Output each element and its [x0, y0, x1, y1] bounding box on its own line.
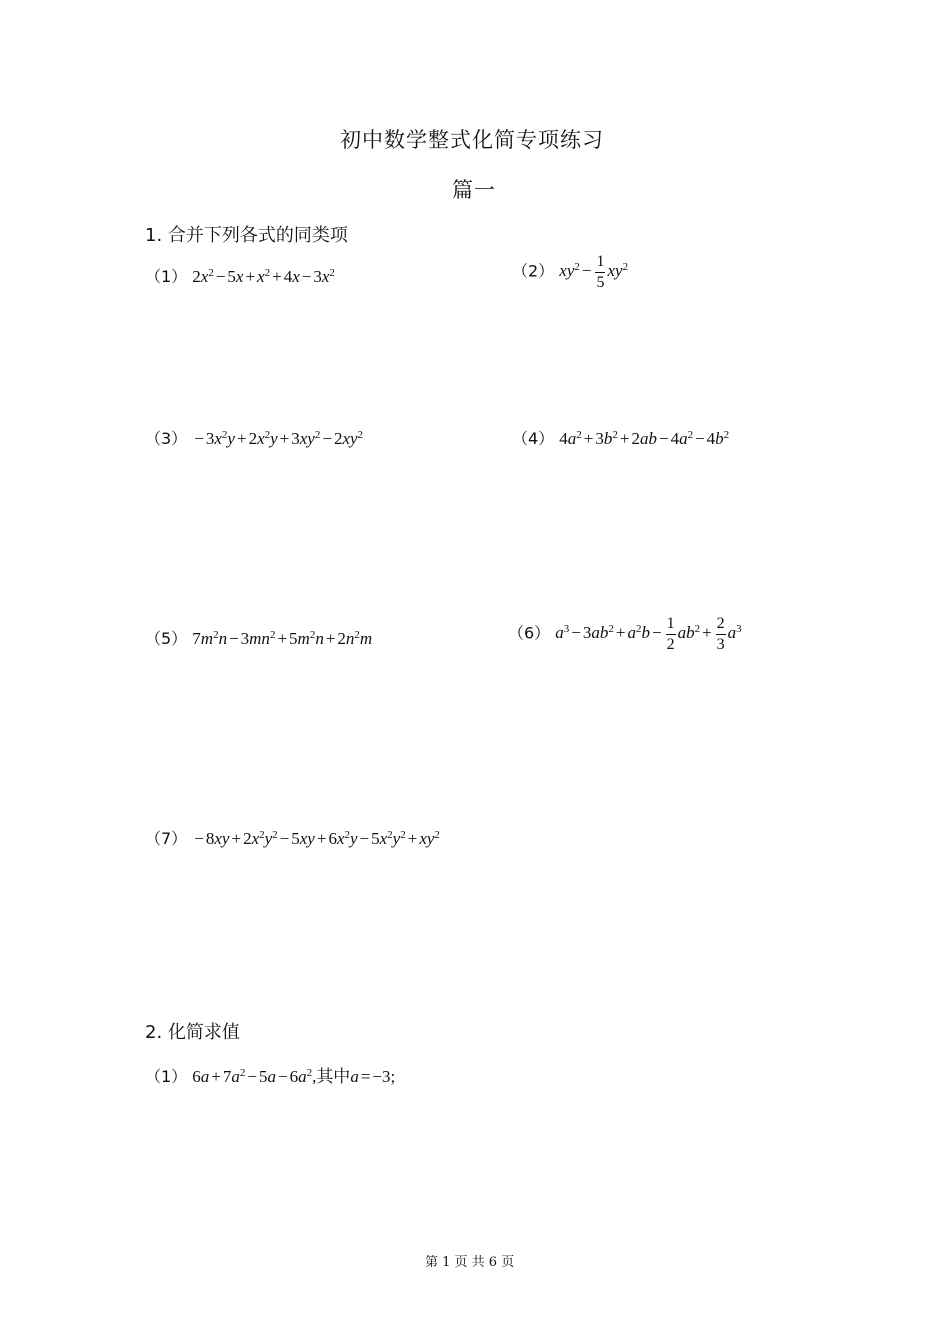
expression: $a^3 - 3ab^2 + a^2b$ − $\frac{1}{2}$ $ab^2$ + $\frac{2}{3}$ $a^3$ — [555, 615, 742, 653]
problem-2-1 — [145, 1062, 395, 1087]
expression: $6a + 7a^2 - 5a - 6a^2$,其中a = −3; — [192, 1067, 396, 1086]
section-1-heading: 1. 合并下列各式的同类项 — [145, 225, 348, 246]
problem-1-5 — [145, 626, 372, 649]
page-subtitle: 篇一 — [452, 178, 496, 202]
problem-label: （6） — [508, 623, 551, 643]
fraction: $\frac{1}{5}$ — [596, 253, 605, 291]
problem-1-1 — [145, 264, 335, 287]
expression: − $8xy + 2x^2y^2 - 5xy + 6x^2y - 5x^2y^2 + xy^2$ — [194, 829, 440, 848]
problem-label: （1） — [145, 1067, 188, 1086]
condition-prefix: 其中 — [316, 1067, 351, 1086]
page-title: 初中数学整式化简专项练习 — [340, 128, 604, 152]
problem-label: （4） — [512, 429, 555, 448]
fraction: $\frac{1}{2}$ — [666, 615, 675, 653]
problem-label: （1） — [145, 267, 188, 286]
problem-1-4 — [512, 426, 729, 449]
problem-1-7 — [145, 826, 440, 849]
section-2-heading: 2. 化简求值 — [145, 1022, 240, 1043]
fraction: $\frac{2}{3}$ — [716, 615, 725, 653]
problem-1-6 — [508, 614, 742, 655]
page-footer: 第 1 页 共 6 页 — [425, 1255, 515, 1270]
problem-label: （5） — [145, 629, 188, 648]
problem-1-3 — [145, 426, 363, 449]
problem-label: （7） — [145, 829, 188, 848]
expression: − $3x^2y + 2x^2y + 3xy^2 - 2xy^2$ — [194, 429, 364, 448]
expression: $7m^2n - 3mn^2 + 5m^2n + 2n^2m$ — [192, 629, 373, 648]
expression: $4a^2 + 3b^2 + 2ab - 4a^2 - 4b^2$ — [559, 429, 730, 448]
problem-label: （2） — [512, 261, 555, 281]
problem-1-2 — [512, 252, 628, 293]
expression: $xy^2$ − $\frac{1}{5}$ $xy^2$ — [559, 253, 629, 291]
expression: $2x^2 - 5x + x^2 + 4x - 3x^2$ — [192, 267, 335, 286]
problem-label: （3） — [145, 429, 188, 448]
